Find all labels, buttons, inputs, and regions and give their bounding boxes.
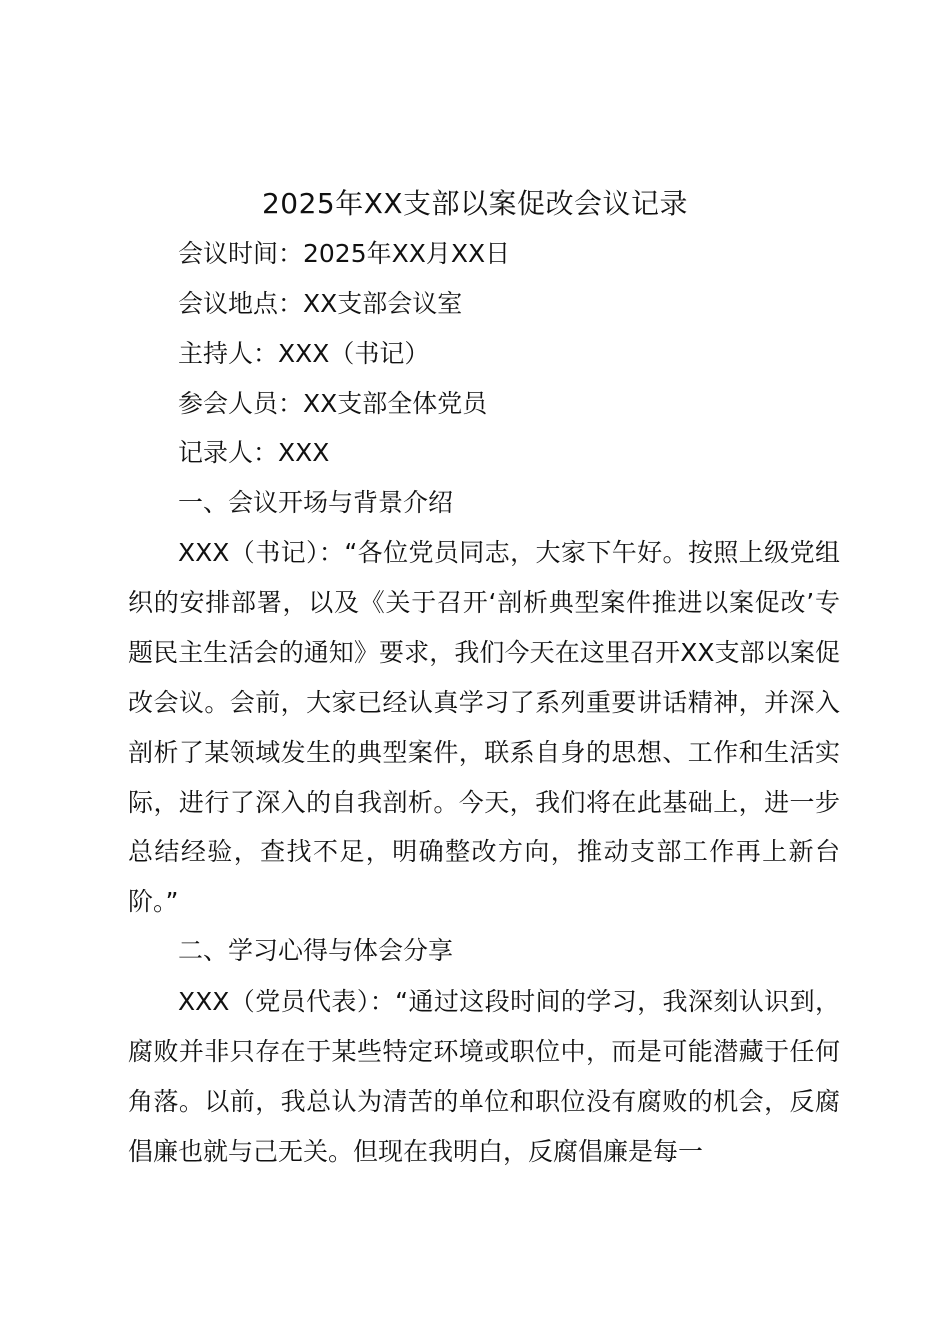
section-heading-1: 一、会议开场与背景介绍 — [178, 488, 454, 517]
meeting-recorder: 记录人：XXX — [178, 438, 330, 467]
section-heading-2: 二、学习心得与体会分享 — [178, 936, 454, 965]
section-paragraph-2: XXX（党员代表）：“通过这段时间的学习，我深刻认识到，腐败并非只存在于某些特定环境或职位中，而是可能潜藏于任何角落。以前，我总认为清苦的单位和职位没有腐败的机会，反腐倡廉也就与己无关。但现在我明白，反腐倡廉是每一 — [128, 987, 840, 1166]
meeting-place: 会议地点：XX支部会议室 — [178, 289, 463, 318]
meeting-host: 主持人：XXX（书记） — [178, 339, 430, 368]
section-paragraph-1: XXX（书记）：“各位党员同志，大家下午好。按照上级党组织的安排部署，以及《关于召开‘剖析典型案件推进以案促改’专题民主生活会的通知》要求，我们今天在这里召开XX支部以案促改会议。会前，大家已经认真学习了系列重要讲话精神，并深入剖析了某领域发生的典型案件，联系自身的思想、工作和生活实际，进行了深入的自我剖析。今天，我们将在此基础上，进一步总结经验，查找不足，明确整改方向，推动支部工作再上新台阶。” — [128, 538, 840, 917]
meeting-attendees: 参会人员：XX支部全体党员 — [178, 389, 488, 418]
document-title: 2025年XX支部以案促改会议记录 — [261, 187, 689, 220]
meeting-time: 会议时间：2025年XX月XX日 — [178, 239, 511, 268]
